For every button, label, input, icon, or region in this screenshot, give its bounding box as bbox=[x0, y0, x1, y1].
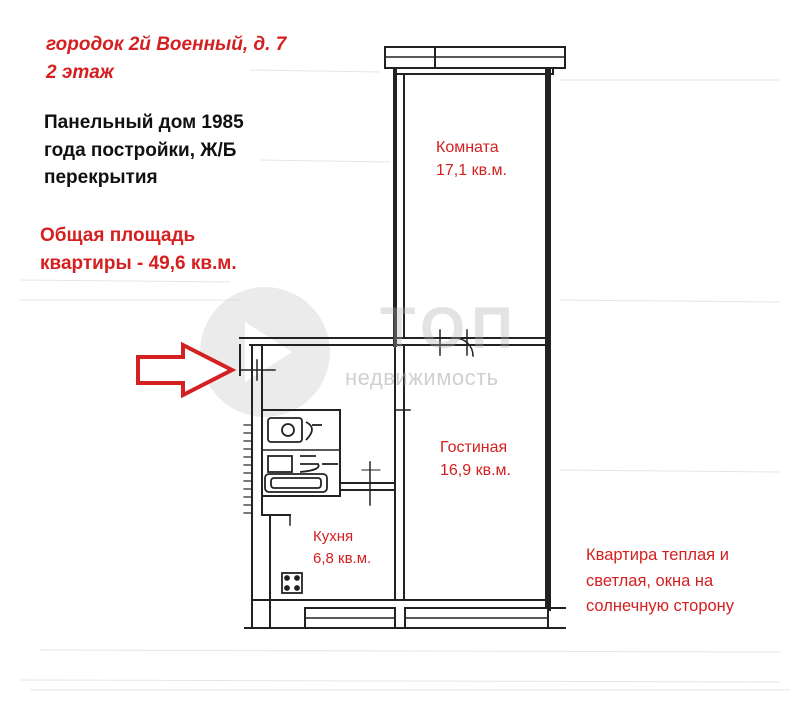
building-info-line: года постройки, Ж/Б bbox=[44, 139, 237, 161]
address-block bbox=[46, 31, 286, 86]
address-line: городок 2й Военный, д. 7 bbox=[46, 34, 287, 55]
bathtub-icon bbox=[265, 474, 327, 492]
total-area bbox=[40, 222, 237, 277]
note-line: солнечную сторону bbox=[586, 597, 735, 616]
toilet-icon bbox=[268, 456, 338, 472]
room-label-bedroom bbox=[436, 136, 507, 182]
sink-icon bbox=[268, 418, 322, 442]
total-area-value: квартиры - 49,6 кв.м. bbox=[40, 252, 237, 274]
room-name: Гостиная bbox=[440, 439, 508, 456]
note-line: Квартира теплая и bbox=[586, 546, 729, 564]
room-area: 6,8 кв.м. bbox=[313, 549, 372, 567]
watermark-text: недвижимость bbox=[345, 365, 499, 390]
room-label-kitchen bbox=[313, 526, 371, 570]
note-line: светлая, окна на bbox=[586, 571, 714, 590]
building-info bbox=[44, 109, 244, 192]
room-area: 16,9 кв.м. bbox=[440, 462, 511, 480]
stove-icon bbox=[282, 573, 302, 593]
room-label-living-room bbox=[440, 436, 511, 482]
watermark-logo-icon bbox=[200, 287, 330, 417]
total-area-label: Общая площадь bbox=[40, 225, 196, 246]
room-name: Кухня bbox=[313, 528, 354, 545]
building-info-line: Панельный дом 1985 bbox=[44, 112, 244, 133]
watermark-logo: ТОП bbox=[380, 296, 519, 361]
room-area: 17,1 кв.м. bbox=[436, 162, 507, 180]
apartment-note bbox=[586, 543, 734, 620]
room-name: Комната bbox=[436, 139, 499, 156]
building-info-line: перекрытия bbox=[44, 167, 158, 189]
floor-line: 2 этаж bbox=[46, 61, 114, 83]
